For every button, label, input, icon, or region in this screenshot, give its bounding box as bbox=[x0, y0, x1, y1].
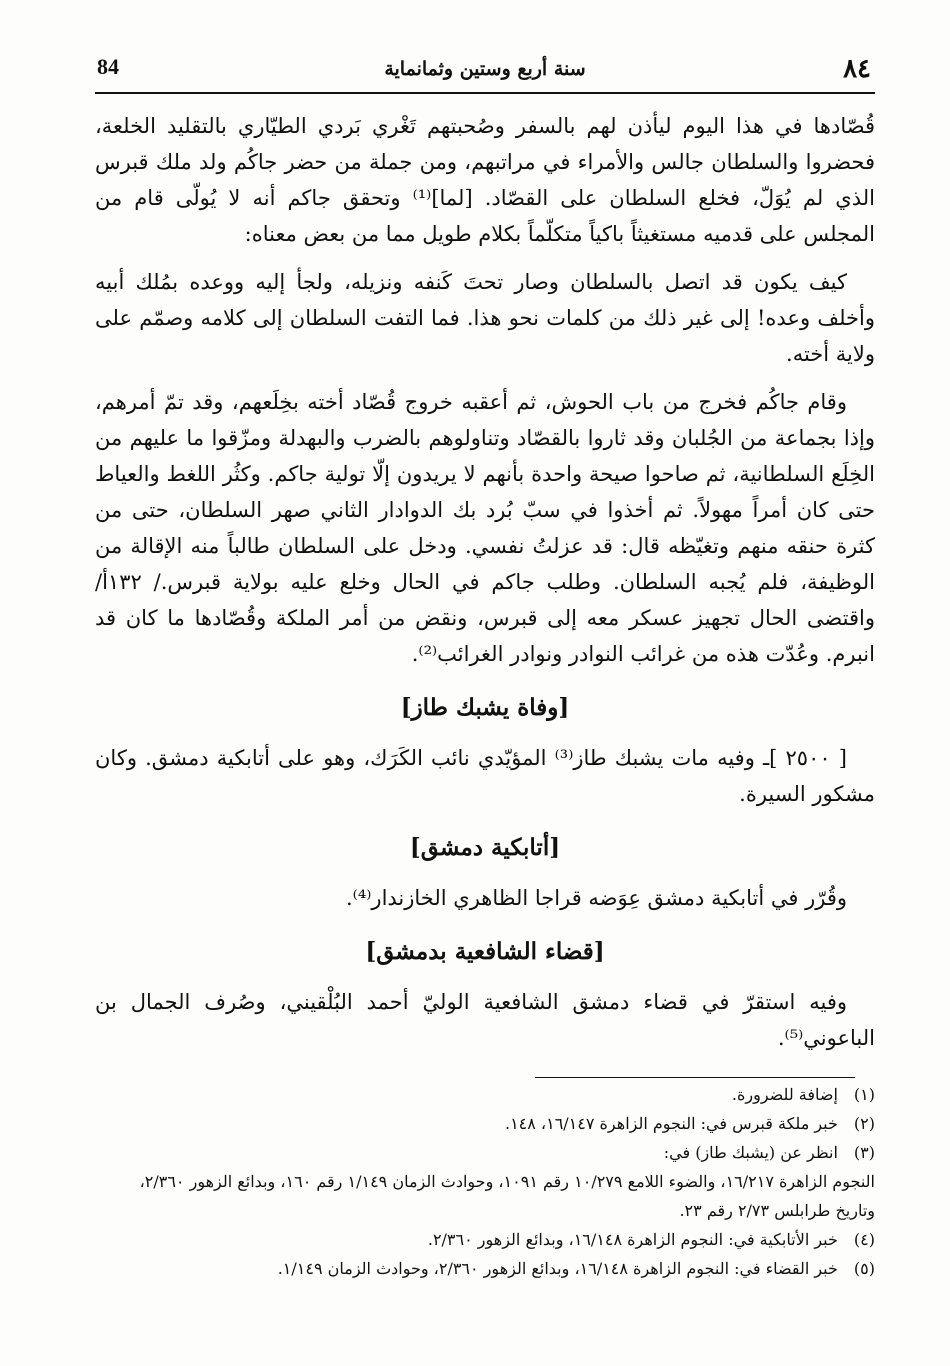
section-text-atabak-damascus: وقُرّر في أتابكية دمشق عِوَضه قراجا الظاهري الخازندار⁽⁴⁾. bbox=[346, 886, 847, 910]
page-number-arabic: ٨٤ bbox=[843, 54, 871, 84]
footnote-5 bbox=[95, 1254, 875, 1283]
paragraph-1: قُصّادها في هذا اليوم ليأذن لهم بالسفر وصُحبتهم تَغْري بَردي الطيّاري بالتقليد الخلعة، فحضروا والسلطان جالس والأمراء في مراتبهم، ومن جملة من حضر جاكُم ولد ملك قبرس الذي لم يُوَلّ، فخلع السلطان على القصّاد. [لما]⁽¹⁾ وتحقق جاكم أنه لا يُولّى قام من المجلس على قدميه مستغيثاً باكياً متكلّماً بكلام طويل مما من بعض معناه: bbox=[95, 114, 875, 246]
main-text bbox=[95, 108, 875, 1068]
footnote-divider bbox=[535, 1077, 855, 1078]
section-heading-death-yashbak: [وفاة يشبك طاز] bbox=[400, 694, 570, 721]
footnote-number: (٣) bbox=[853, 1143, 875, 1162]
footnote-4 bbox=[95, 1225, 875, 1254]
footnote-number: (١) bbox=[853, 1085, 875, 1104]
footnote-text: خبر القضاء في: النجوم الزاهرة ١٦/١٤٨، وبدائع الزهور ٢/٣٦٠، وحوادث الزمان ١/١٤٩. bbox=[277, 1259, 838, 1278]
footnote-number: (٤) bbox=[853, 1230, 875, 1249]
footnote-2 bbox=[95, 1109, 875, 1138]
paragraph-2: كيف يكون قد اتصل بالسلطان وصار تحتَ كَنفه ونزيله، ولجأ إليه ووعده بمُلك أبيه وأخلف وعده! إلى غير ذلك من كلمات نحو هذا. فما التفت السلطان إلى كلامه وصمّم على ولاية أخته. bbox=[95, 270, 875, 366]
footnote-3 bbox=[95, 1138, 875, 1167]
page-number-latin: 84 bbox=[97, 54, 119, 79]
footnotes bbox=[95, 1080, 875, 1283]
section-text-shafii-judgeship: وفيه استقرّ في قضاء دمشق الشافعية الوليّ أحمد البُلْقيني، وصُرف الجمال بن الباعوني⁽⁵⁾. bbox=[95, 990, 875, 1050]
section-heading-atabak-damascus: [أتابكية دمشق] bbox=[409, 834, 561, 861]
footnote-text: انظر عن (يشبك طاز) في: bbox=[663, 1143, 838, 1162]
section-text-death-yashbak: [ ٢٥٠٠ ]ـ وفيه مات يشبك طاز⁽³⁾ المؤيّدي نائب الكَرَك، وهو على أتابكية دمشق. وكان مشكور السيرة. bbox=[95, 746, 875, 806]
footnote-number: (٥) bbox=[853, 1259, 875, 1278]
footnote-1 bbox=[95, 1080, 875, 1109]
footnote-text: إضافة للضرورة. bbox=[731, 1085, 838, 1104]
section-heading-shafii-judgeship: [قضاء الشافعية بدمشق] bbox=[365, 938, 605, 965]
paragraph-3: وقام جاكُم فخرج من باب الحوش، ثم أعقبه خروج قُصّاد أخته بخِلَعهم، وقد تمّ أمرهم، وإذا بجماعة من الجُلبان وقد ثاروا بالقصّاد وتناولوهم بالضرب والبهدلة ومزّقوا ما عليهم من الخِلَع السلطانية، ثم صاحوا صيحة واحدة بأنهم لا يريدون إلّا تولية جاكم. وكثُر اللغط والعياط حتى كان أمراً مهولاً. ثم أخذوا في سبّ بُرد بك الدوادار الثاني صهر السلطان، حتى من كثرة حنقه منهم وتغيّظه قال: قد عزلتُ نفسي. ودخل على السلطان طالباً منه الإقالة من الوظيفة، فلم يُجبه السلطان. وطلب جاكم في الحال وخلع عليه بولاية قبرس./ ١٣٢أ/ واقتضى الحال تجهيز عسكر معه إلى قبرس، ونقض من أمر الملكة وقُصّادها ما كان قد انبرم. وعُدّت هذه من غرائب النوادر ونوادر الغرائب⁽²⁾. bbox=[95, 390, 875, 666]
running-title: سنة أربع وستين وثمانماية bbox=[384, 58, 586, 80]
footnote-text: خبر ملكة قبرس في: النجوم الزاهرة ١٦/١٤٧، ١٤٨. bbox=[504, 1114, 838, 1133]
footnote-number: (٢) bbox=[853, 1114, 875, 1133]
footnote-text: خبر الأتابكية في: النجوم الزاهرة ١٦/١٤٨، وبدائع الزهور ٢/٣٦٠. bbox=[427, 1230, 838, 1249]
footnote-3-continuation: النجوم الزاهرة ١٦/٢١٧، والضوء اللامع ١٠/٢٧٩ رقم ١٠٩١، وحوادث الزمان ١/١٤٩ رقم ١٦٠، وبدائع الزهور ٢/٣٦٠، وتاريخ طرابلس ٢/٧٣ رقم ٢٣. bbox=[139, 1172, 875, 1220]
page-header bbox=[95, 52, 875, 94]
